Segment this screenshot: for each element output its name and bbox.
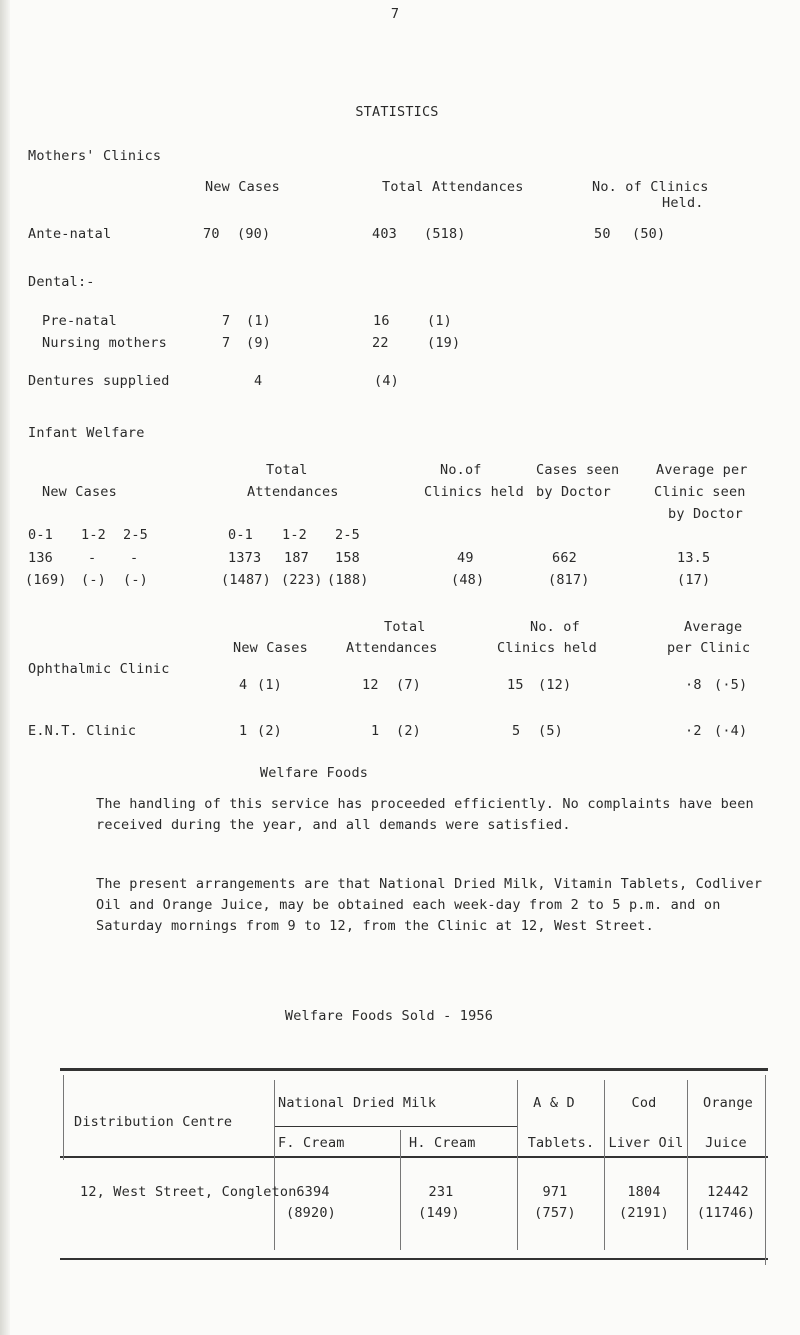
prenatal-att: 16: [373, 313, 390, 329]
prenatal-att-prev: (1): [427, 313, 452, 329]
infant-col-clinics-held: Clinics held: [424, 484, 524, 500]
ent-avg: ·2: [685, 723, 702, 739]
table-bottom-rule: [60, 1258, 768, 1260]
infant-new-0-1: 136: [28, 550, 53, 566]
ophthalmic-new-prev: (1): [257, 677, 282, 693]
special-col-attendances: Attendances: [346, 640, 438, 656]
infant-average: 13.5: [677, 550, 711, 566]
infant-age-0-1: 0-1: [28, 527, 53, 543]
mothers-col-clinics-held: No. of Clinics: [592, 179, 709, 195]
table-col-rule-3: [517, 1080, 518, 1250]
page-number: 7: [390, 6, 400, 22]
dentures-new-prev: (4): [374, 373, 399, 389]
special-col-no-of: No. of: [530, 619, 580, 635]
table-col-rule-4: [604, 1080, 605, 1250]
ent-att: 1: [371, 723, 380, 739]
ophthalmic-avg: ·8: [685, 677, 702, 693]
table-prev-h-cream: (149): [418, 1205, 460, 1221]
antenatal-att: 403: [372, 226, 397, 242]
antenatal-label: Ante-natal: [28, 226, 112, 242]
ent-new-prev: (2): [257, 723, 282, 739]
infant-att-1-2: 187: [284, 550, 309, 566]
infant-prev-att-2-5: (188): [327, 572, 369, 588]
table-right-rule: [765, 1075, 766, 1265]
infant-col-cases-seen: Cases seen: [536, 462, 620, 478]
table-col-rule-1: [274, 1080, 275, 1250]
infant-cases-seen: 662: [552, 550, 577, 566]
table-prev-ad-tablets: (757): [534, 1205, 576, 1221]
table-header-h-cream: H. Cream: [409, 1135, 476, 1151]
table-header-ad-1: A & D: [533, 1095, 575, 1111]
infant-att-age-1-2: 1-2: [282, 527, 307, 543]
prenatal-new-prev: (1): [246, 313, 271, 329]
table-row-cod-liver-oil: 1804: [627, 1184, 661, 1200]
table-row-orange-juice: 12442: [707, 1184, 749, 1200]
ophthalmic-new: 4: [239, 677, 248, 693]
dentures-label: Dentures supplied: [28, 373, 170, 389]
table-row-ad-tablets: 971: [542, 1184, 568, 1200]
infant-att-age-0-1: 0-1: [228, 527, 253, 543]
ent-new: 1: [239, 723, 248, 739]
special-col-per-clinic: per Clinic: [667, 640, 751, 656]
ent-att-prev: (2): [396, 723, 421, 739]
table-header-rule: [60, 1156, 768, 1158]
antenatal-new: 70: [203, 226, 220, 242]
mothers-col-total-attendances: Total Attendances: [382, 179, 524, 195]
antenatal-clinics-prev: (50): [632, 226, 666, 242]
table-row-h-cream: 231: [428, 1184, 454, 1200]
table-header-orange-1: Orange: [703, 1095, 753, 1111]
infant-prev-new-1-2: (-): [81, 572, 106, 588]
table-row-centre: 12, West Street, Congleton: [80, 1184, 297, 1200]
table-header-cod-1: Cod: [631, 1095, 657, 1111]
table-milk-subrule: [275, 1126, 517, 1127]
infant-col-new-cases: New Cases: [42, 484, 117, 500]
infant-att-age-2-5: 2-5: [335, 527, 360, 543]
page-binding-edge: [0, 0, 10, 1335]
table-top-rule: [60, 1068, 768, 1071]
ophthalmic-att-prev: (7): [396, 677, 421, 693]
infant-col-clinic-seen: Clinic seen: [654, 484, 746, 500]
infant-col-by-doctor-2: by Doctor: [668, 506, 743, 522]
infant-col-average: Average per: [656, 462, 748, 478]
mothers-col-new-cases: New Cases: [205, 179, 280, 195]
infant-col-no-of: No.of: [440, 462, 482, 478]
table-prev-orange-juice: (11746): [696, 1205, 756, 1221]
ent-label: E.N.T. Clinic: [28, 723, 137, 739]
welfare-table-title: Welfare Foods Sold - 1956: [284, 1008, 494, 1024]
dental-label: Dental:-: [28, 274, 95, 290]
table-row-f-cream: 6394: [296, 1184, 330, 1200]
mothers-col-clinics-held-2: Held.: [662, 195, 704, 211]
infant-col-by-doctor: by Doctor: [536, 484, 611, 500]
table-header-f-cream: F. Cream: [278, 1135, 345, 1151]
antenatal-new-prev: (90): [237, 226, 271, 242]
prenatal-new: 7: [222, 313, 231, 329]
special-col-average: Average: [684, 619, 743, 635]
welfare-paragraph-2: The present arrangements are that National Dried Milk, Vitamin Tablets, Codliver Oil and Orange Juice, may be obtained each week-day from 2 to 5 p.m. and on Saturday mornings from 9 to 12, from the Clinic at 12, West Street.: [96, 876, 763, 934]
mothers-clinics-heading: Mothers' Clinics: [28, 148, 162, 164]
infant-new-2-5: -: [130, 550, 139, 566]
ophthalmic-clinics: 15: [507, 677, 524, 693]
special-col-total: Total: [384, 619, 426, 635]
nursing-new-prev: (9): [246, 335, 271, 351]
table-header-ad-2: Tablets.: [527, 1135, 595, 1151]
infant-prev-new-2-5: (-): [123, 572, 148, 588]
dentures-new: 4: [254, 373, 263, 389]
ophthalmic-att: 12: [362, 677, 379, 693]
infant-col-attendances: Attendances: [247, 484, 339, 500]
nursing-att: 22: [372, 335, 389, 351]
ent-avg-prev: (·4): [714, 723, 748, 739]
antenatal-att-prev: (518): [424, 226, 466, 242]
infant-prev-cases-seen: (817): [548, 572, 590, 588]
special-col-new-cases: New Cases: [233, 640, 308, 656]
infant-att-2-5: 158: [335, 550, 360, 566]
infant-prev-att-0-1: (1487): [221, 572, 271, 588]
page-title: STATISTICS: [355, 104, 439, 120]
ophthalmic-label: Ophthalmic Clinic: [28, 661, 170, 677]
infant-age-1-2: 1-2: [81, 527, 106, 543]
infant-prev-average: (17): [677, 572, 711, 588]
nursing-new: 7: [222, 335, 231, 351]
special-col-clinics-held: Clinics held: [497, 640, 597, 656]
table-header-cod-2: Liver Oil: [608, 1135, 684, 1151]
infant-clinics-held: 49: [457, 550, 474, 566]
prenatal-label: Pre-natal: [42, 313, 117, 329]
table-col-rule-5: [687, 1080, 688, 1250]
table-header-national-dried-milk: National Dried Milk: [278, 1095, 437, 1111]
welfare-paragraph-1: The handling of this service has proceeded efficiently. No complaints have been received during the year, and all demands were satisfied.: [96, 796, 754, 833]
table-header-distribution-centre: Distribution Centre: [74, 1114, 233, 1130]
table-prev-cod-liver-oil: (2191): [619, 1205, 669, 1221]
ent-clinics-prev: (5): [538, 723, 563, 739]
infant-new-1-2: -: [88, 550, 97, 566]
welfare-foods-heading: Welfare Foods: [259, 765, 369, 781]
infant-welfare-heading: Infant Welfare: [28, 425, 145, 441]
table-left-rule: [63, 1075, 64, 1160]
infant-prev-att-1-2: (223): [281, 572, 323, 588]
ophthalmic-clinics-prev: (12): [538, 677, 572, 693]
antenatal-clinics: 50: [594, 226, 611, 242]
infant-col-total: Total: [266, 462, 308, 478]
ophthalmic-avg-prev: (·5): [714, 677, 748, 693]
nursing-att-prev: (19): [427, 335, 461, 351]
nursing-label: Nursing mothers: [42, 335, 167, 351]
table-prev-f-cream: (8920): [286, 1205, 336, 1221]
infant-prev-new-0-1: (169): [25, 572, 67, 588]
infant-att-0-1: 1373: [228, 550, 262, 566]
infant-prev-clinics-held: (48): [451, 572, 485, 588]
table-header-orange-2: Juice: [705, 1135, 747, 1151]
ent-clinics: 5: [512, 723, 521, 739]
infant-age-2-5: 2-5: [123, 527, 148, 543]
table-col-rule-2: [400, 1130, 401, 1250]
